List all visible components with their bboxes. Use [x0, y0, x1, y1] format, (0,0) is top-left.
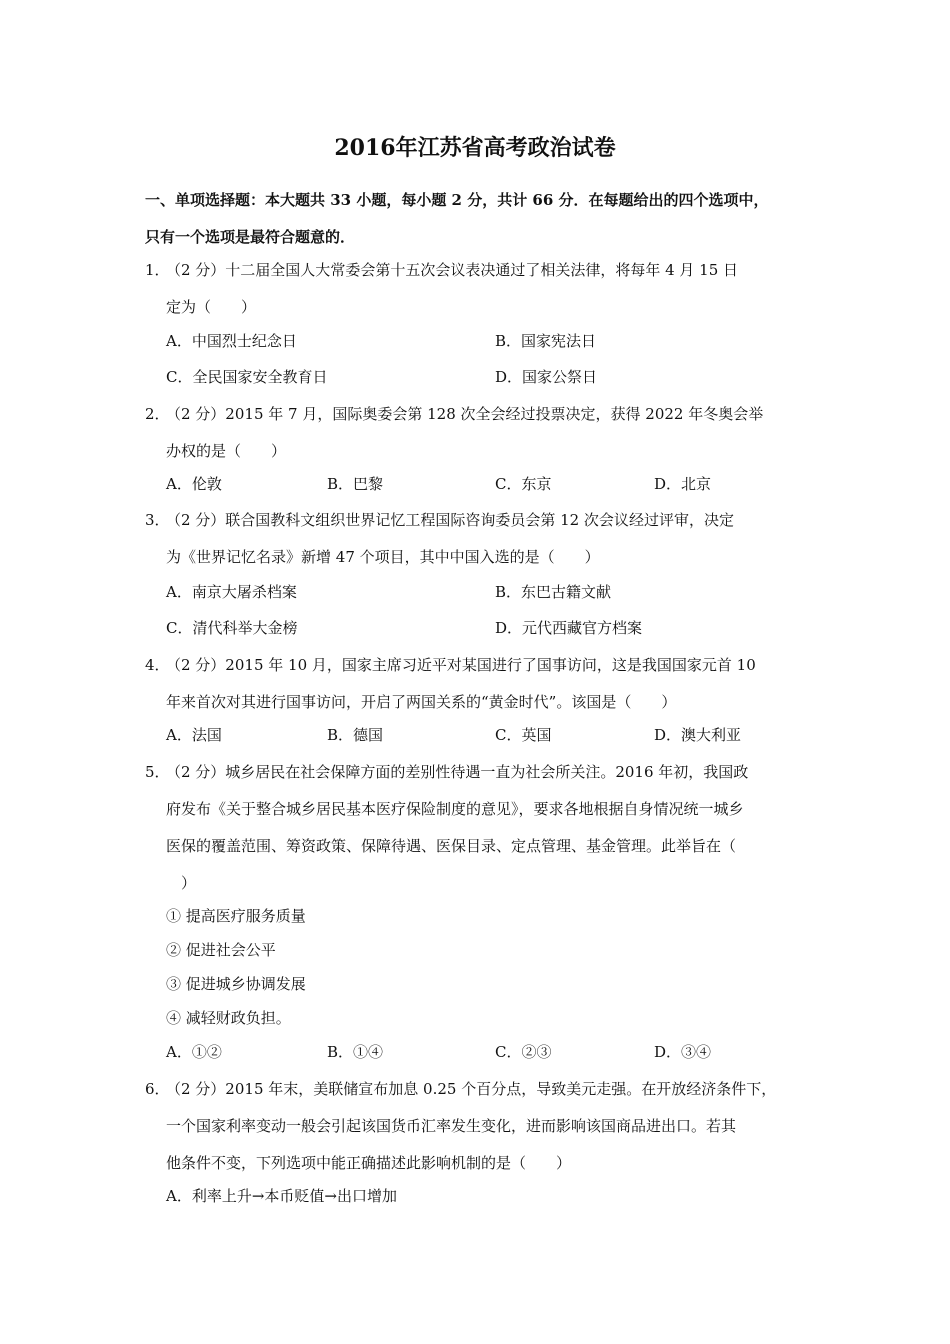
- page-title: 2016年江苏省高考政治试卷: [334, 135, 616, 161]
- option-d: D．北京: [654, 475, 712, 493]
- question-text: 为《世界记忆名录》新增 47 个项目，其中中国入选的是（ ）: [166, 548, 600, 566]
- question-text: 府发布《关于整合城乡居民基本医疗保险制度的意见》，要求各地根据自身情况统一城乡: [166, 800, 744, 818]
- question-text: 年来首次对其进行国事访问，开启了两国关系的“黄金时代”。该国是（ ）: [166, 693, 677, 711]
- question-number: 4．: [145, 656, 170, 674]
- option-c: C．全民国家安全教育日: [166, 368, 328, 386]
- option-b: B．①④: [327, 1043, 384, 1061]
- option-a: A．利率上升→本币贬值→出口增加: [166, 1187, 397, 1205]
- option-c: C．英国: [495, 726, 552, 744]
- question-text: （2 分）联合国教科文组织世界记忆工程国际咨询委员会第 12 次会议经过评审，决定: [166, 511, 734, 529]
- question-text: ）: [166, 874, 197, 892]
- option-a: A．法国: [166, 726, 222, 744]
- question-text: （2 分）2015 年 7 月，国际奥委会第 128 次全会经过投票决定，获得 2022 年冬奥会举: [166, 405, 764, 423]
- option-a: A．南京大屠杀档案: [166, 583, 297, 601]
- option-b: B．东巴古籍文献: [495, 583, 612, 601]
- option-a: A．中国烈士纪念日: [166, 332, 297, 350]
- option-b: B．国家宪法日: [495, 332, 597, 350]
- question-number: 3．: [145, 511, 170, 529]
- question-text: （2 分）2015 年末，美联储宣布加息 0.25 个百分点，导致美元走强。在开放经济条件下，: [166, 1080, 777, 1098]
- question-text: 一个国家利率变动一般会引起该国货币汇率发生变化，进而影响该国商品进出口。若其: [166, 1117, 737, 1135]
- question-number: 6．: [145, 1080, 170, 1098]
- option-d: D．澳大利亚: [654, 726, 742, 744]
- option-a: A．①②: [166, 1043, 222, 1061]
- question-text: 办权的是（ ）: [166, 442, 287, 460]
- question-text: 定为（ ）: [166, 298, 257, 316]
- section-heading-line1: 一、单项选择题：本大题共 33 小题，每小题 2 分，共计 66 分．在每题给出的四个选项中，: [145, 191, 769, 209]
- question-text: （2 分）城乡居民在社会保障方面的差别性待遇一直为社会所关注。2016 年初，我国政: [166, 763, 749, 781]
- statement-item: ① 提高医疗服务质量: [166, 907, 306, 925]
- option-a: A．伦敦: [166, 475, 222, 493]
- option-c: C．东京: [495, 475, 552, 493]
- question-text: （2 分）2015 年 10 月，国家主席习近平对某国进行了国事访问，这是我国国家元首 10: [166, 656, 756, 674]
- option-d: D．③④: [654, 1043, 712, 1061]
- option-b: B．德国: [327, 726, 384, 744]
- option-c: C．②③: [495, 1043, 552, 1061]
- statement-item: ③ 促进城乡协调发展: [166, 975, 306, 993]
- question-number: 2．: [145, 405, 170, 423]
- option-d: D．国家公祭日: [495, 368, 598, 386]
- question-text: 医保的覆盖范围、筹资政策、保障待遇、医保目录、定点管理、基金管理。此举旨在（: [166, 837, 737, 855]
- option-b: B．巴黎: [327, 475, 384, 493]
- statement-item: ④ 减轻财政负担。: [166, 1009, 291, 1027]
- option-c: C．清代科举大金榜: [166, 619, 298, 637]
- question-text: （2 分）十二届全国人大常委会第十五次会议表决通过了相关法律，将每年 4 月 15 日: [166, 261, 739, 279]
- option-d: D．元代西藏官方档案: [495, 619, 643, 637]
- section-heading-line2: 只有一个选项是最符合题意的．: [145, 228, 356, 246]
- question-text: 他条件不变，下列选项中能正确描述此影响机制的是（ ）: [166, 1154, 572, 1172]
- question-number: 5．: [145, 763, 170, 781]
- statement-item: ② 促进社会公平: [166, 941, 276, 959]
- question-number: 1．: [145, 261, 170, 279]
